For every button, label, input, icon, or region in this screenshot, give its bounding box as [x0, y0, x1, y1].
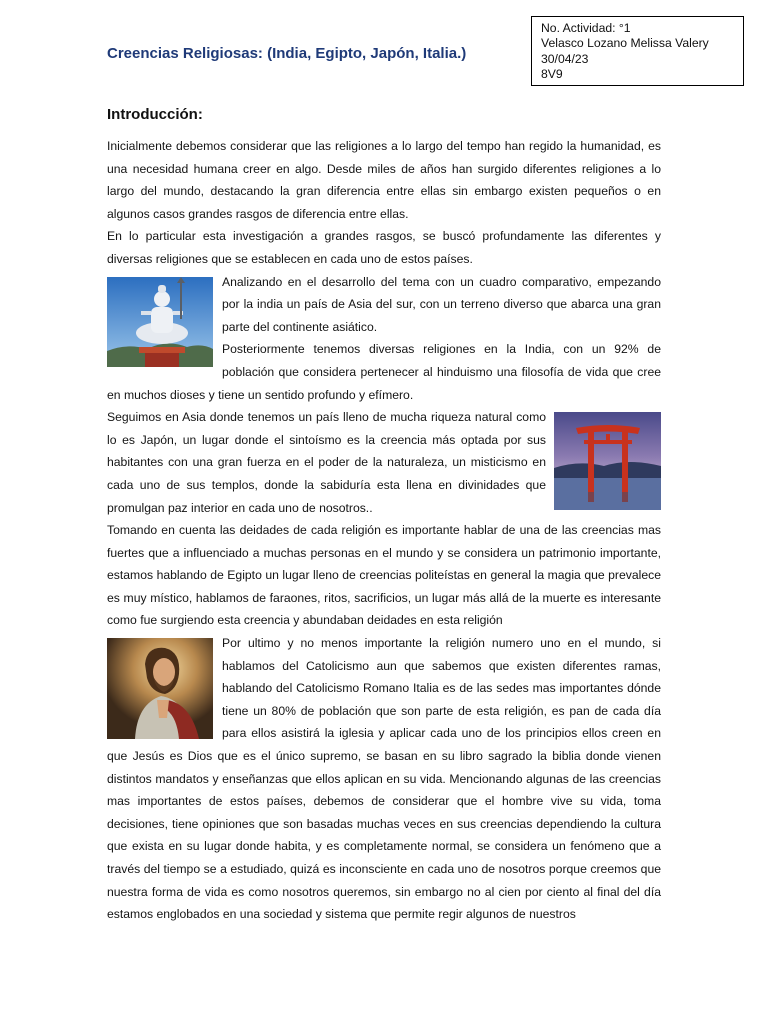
activity-number: No. Actividad: °1: [541, 21, 631, 35]
paragraph: Inicialmente debemos considerar que las religiones a lo largo del tempo han regido la humanidad, es una necesidad humana creer en algo. Desde miles de años han surgido diferentes religiones a lo largo del mundo, destacando la gran diferencia entre ellas sin embargo existen pequeños o en algunos casos grandes rasgos de diferencia entre ellas.: [107, 139, 661, 221]
praying-jesus-image: [107, 638, 213, 739]
activity-info-box: [531, 16, 744, 86]
paragraph: Analizando en el desarrollo del tema con un cuadro comparativo, empezando por la india un país de Asia del sur, con un terreno diverso que abarca una gran parte del continente asiático.: [222, 274, 661, 334]
document-title: Creencias Religiosas: (India, Egipto, Japón, Italia.): [107, 45, 467, 62]
paragraph: Tomando en cuenta las deidades de cada religión es importante hablar de una de las creencias mas fuertes que a influenciado a muchas personas en el mundo y se considera un patrimonio importante, estamos hablando de Egipto un lugar lleno de creencias politeístas en general la magia que prevalece es muy místico, hablamos de faraones, ritos, sacrificios, un lugar más allá de la muerte es interesante como fue surgiendo esta creencia y abundaban deidades en esta religión: [107, 523, 661, 628]
paragraph: Posteriormente tenemos diversas religiones en la India, con un 92% de población que considera pertenecer al hinduismo una filosofía de vida que cree en muchos dioses y tiene un sentido profundo y efímero.: [107, 342, 661, 402]
document-body: [107, 135, 661, 926]
shiva-statue-image: [107, 277, 213, 367]
introduction-heading: Introducción:: [107, 106, 203, 123]
paragraph: Por ultimo y no menos importante la religión numero uno en el mundo, si hablamos del Catolicismo aun que sabemos que existen diferentes ramas, hablando del Catolicismo Romano Italia es de las sedes mas importantes dónde tiene un 80% de población que son parte de esta religión, es pan de cada día para ellos asistirá la iglesia y aplicar cada uno de los principios ellos creen en que Jesús es Dios que es el único supremo, se basan en su libro sagrado la biblia donde vienen distintos mandatos y enseñanzas que ellos aplican en su vida. Mencionando algunas de las creencias mas importantes de estos países, debemos de considerar que el hombre vive su vida, toma decisiones, tiene opiniones que son basadas muchas veces en sus creencias dependiendo la cultura que exista en su lugar donde habita, y es completamente normal, se considera un fenómeno que a través del tiempo se a estudiado, quizá es inconsciente en cada uno de nosotros porque creemos que nuestra forma de vida es como nosotros queremos, sin embargo no al cien por ciento al final del día estamos englobados en una sociedad y sistema que permite regir algunos de nuestros: [107, 636, 661, 922]
torii-gate-image: [554, 412, 661, 510]
paragraph: En lo particular esta investigación a grandes rasgos, se buscó profundamente las diferentes y diversas religiones que se establecen en cada uno de estos países.: [107, 229, 661, 266]
group-code: 8V9: [541, 66, 563, 81]
paragraph: Seguimos en Asia donde tenemos un país lleno de mucha riqueza natural como lo es Japón, un lugar donde el sintoísmo es la creencia más optada por sus habitantes con una gran fuerza en el poder de la naturaleza, un misticismo en cada uno de sus templos, donde la sabiduría esta llena en divinidades que promulgan paz interior en cada uno de nosotros..: [107, 410, 546, 515]
student-name: Velasco Lozano Melissa Valery: [541, 36, 709, 51]
activity-date: 30/04/23: [541, 51, 589, 66]
